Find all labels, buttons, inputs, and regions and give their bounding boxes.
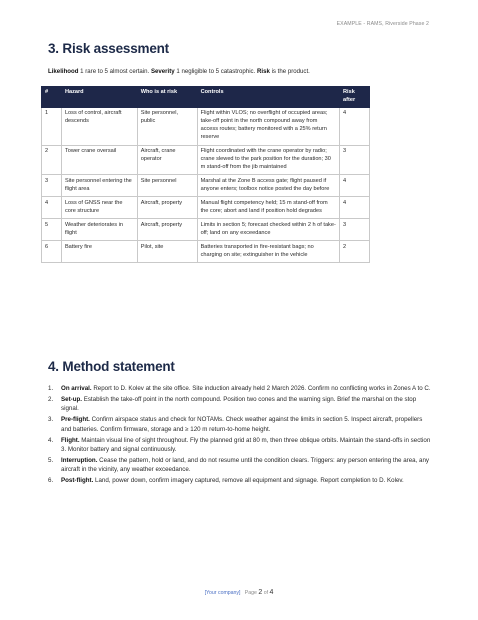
legend-term-severity: Severity — [150, 68, 175, 75]
column-header-controls: Controls — [197, 87, 339, 108]
list-item — [48, 384, 433, 393]
hazard-cell: Loss of GNSS near the core structure — [61, 197, 137, 219]
who-at-risk-cell: Site personnel, public — [137, 107, 197, 145]
row-number: 3 — [42, 175, 62, 197]
step-text: Maintain visual line of sight throughout. Fly the planned grid at 80 m, then three oblique orbits. Maintain the stand-offs in section 3. Monitor battery and signal continuously. — [61, 436, 431, 454]
step-title: Post-flight. — [61, 477, 94, 485]
table-row — [42, 175, 370, 197]
controls-cell: Flight within VLOS; no overflight of occupied areas; take-off point in the north compound away from access routes; battery monitored with a 25% return reserve — [197, 107, 339, 145]
hazard-cell: Site personnel entering the flight area — [61, 175, 137, 197]
method-steps-list — [48, 384, 433, 487]
table-row — [42, 107, 370, 145]
step-text: Confirm airspace status and check for NOTAMs. Check weather against the limits in section 5. Inspect aircraft, propellers and batteries. Confirm firmware, storage and ≥ 120 m return-to-home height. — [61, 416, 423, 433]
who-at-risk-cell: Aircraft, crane operator — [137, 145, 197, 175]
step-number: 2. — [48, 395, 54, 403]
legend-text-severity: 1 negligible to 5 catastrophic. — [174, 68, 257, 75]
who-at-risk-cell: Aircraft, property — [137, 219, 197, 241]
risk-after-cell: 3 — [340, 219, 370, 241]
step-number: 5. — [48, 456, 54, 464]
step-text: Establish the take-off point in the north compound. Position two cones and the warning sign. Brief the marshal on the stop signal. — [61, 395, 417, 413]
method-statement-heading: 4. Method statement — [48, 359, 175, 374]
hazard-cell: Weather deteriorates in flight — [61, 219, 137, 241]
risk-after-cell: 4 — [340, 197, 370, 219]
risk-table — [41, 86, 370, 263]
row-number: 2 — [42, 145, 62, 175]
row-number: 6 — [42, 241, 62, 263]
step-number: 6. — [48, 477, 54, 485]
legend-text-risk: is the product. — [269, 68, 310, 75]
row-number: 4 — [42, 197, 62, 219]
page-current: 2 — [258, 589, 263, 596]
step-title: Set-up. — [61, 395, 82, 403]
step-number: 3. — [48, 416, 54, 424]
who-at-risk-cell: Pilot, site — [137, 241, 197, 263]
table-row — [42, 197, 370, 219]
running-header: EXAMPLE - RAMS, Riverside Phase 2 — [336, 21, 429, 27]
list-item — [48, 456, 433, 475]
table-row — [42, 241, 370, 263]
page-footer — [0, 589, 478, 596]
column-header-number: # — [42, 87, 62, 108]
list-item — [48, 415, 433, 434]
list-item — [48, 476, 433, 485]
step-number: 4. — [48, 436, 54, 444]
risk-legend — [48, 68, 310, 75]
risk-after-cell: 4 — [340, 107, 370, 145]
risk-after-cell: 2 — [340, 241, 370, 263]
controls-cell: Batteries transported in fire-resistant bags; no charging on site; extinguisher in the vehicle — [197, 241, 339, 263]
risk-after-cell: 4 — [340, 175, 370, 197]
step-title: Flight. — [61, 436, 80, 444]
company-placeholder: [Your company] — [204, 590, 241, 596]
row-number: 5 — [42, 219, 62, 241]
column-header-who-at-risk: Who is at risk — [137, 87, 197, 108]
list-item — [48, 436, 433, 455]
step-text: Cease the pattern, hold or land, and do not resume until the condition clears. Triggers: any person entering the area, any aircraft in the vicinity, any weather exceedance. — [61, 456, 430, 474]
controls-cell: Limits in section 5; forecast checked within 2 h of take-off; land on any exceedance — [197, 219, 339, 241]
step-title: Interruption. — [61, 456, 98, 464]
step-text: Land, power down, confirm imagery captured, remove all equipment and signage. Report completion to D. Kolev. — [93, 477, 404, 485]
step-title: On arrival. — [61, 385, 92, 392]
legend-term-likelihood: Likelihood — [48, 68, 79, 75]
page-separator: of — [262, 590, 270, 596]
page-total: 4 — [269, 589, 274, 596]
risk-table-header-row — [42, 87, 370, 108]
risk-assessment-heading: 3. Risk assessment — [48, 41, 169, 56]
table-row — [42, 219, 370, 241]
table-row — [42, 145, 370, 175]
column-header-hazard: Hazard — [61, 87, 137, 108]
step-number: 1. — [48, 385, 54, 392]
hazard-cell: Loss of control, aircraft descends — [61, 107, 137, 145]
who-at-risk-cell: Site personnel — [137, 175, 197, 197]
step-title: Pre-flight. — [61, 416, 90, 424]
column-header-risk-after: Risk after — [340, 87, 370, 108]
legend-text-likelihood: 1 rare to 5 almost certain. — [78, 68, 151, 75]
controls-cell: Marshal at the Zone B access gate; flight paused if anyone enters; toolbox notice posted the day before — [197, 175, 339, 197]
page-label: Page — [244, 590, 259, 596]
legend-term-risk: Risk — [257, 68, 270, 75]
hazard-cell: Battery fire — [61, 241, 137, 263]
hazard-cell: Tower crane oversail — [61, 145, 137, 175]
risk-after-cell: 3 — [340, 145, 370, 175]
who-at-risk-cell: Aircraft, property — [137, 197, 197, 219]
controls-cell: Flight coordinated with the crane operator by radio; crane slewed to the park position for the duration; 30 m stand-off from the jib maintained — [197, 145, 339, 175]
row-number: 1 — [42, 107, 62, 145]
controls-cell: Manual flight competency held; 15 m stand-off from the core; abort and land if position hold degrades — [197, 197, 339, 219]
step-text: Report to D. Kolev at the site office. Site induction already held 2 March 2026. Confirm no conflicting works in Zones A to C. — [91, 385, 431, 392]
list-item — [48, 395, 433, 414]
